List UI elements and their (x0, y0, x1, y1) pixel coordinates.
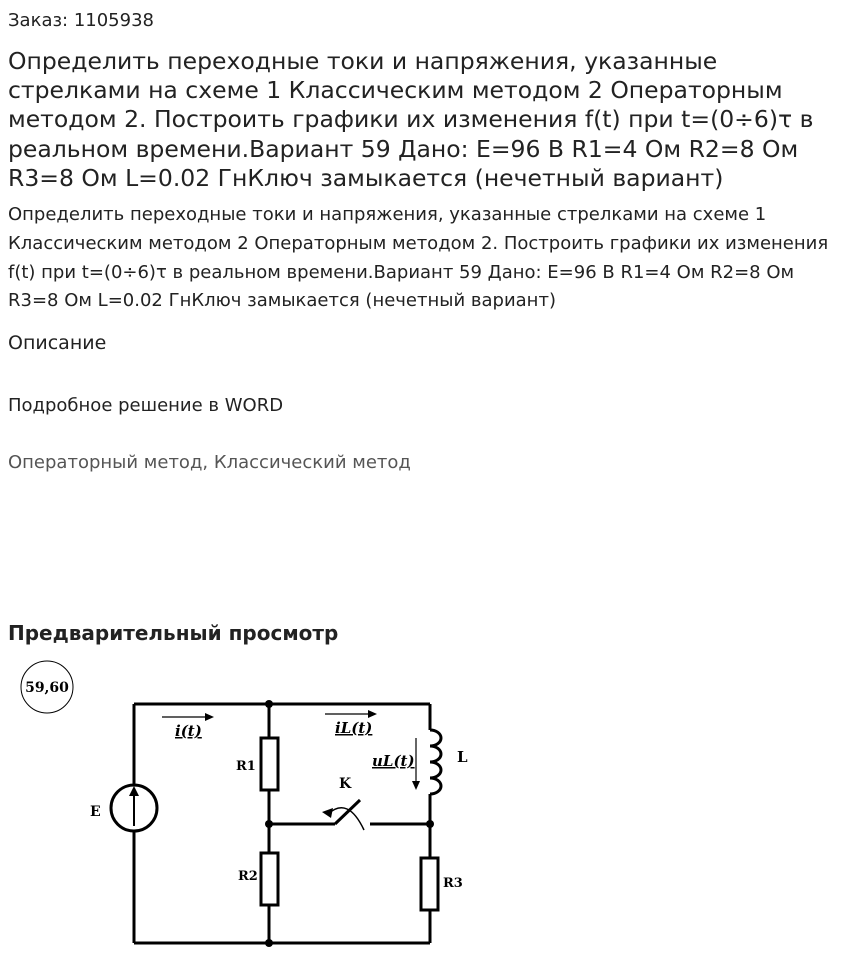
current-il-label: iL(t) (335, 719, 373, 737)
resistor-r1 (261, 738, 278, 790)
circuit-diagram (10, 654, 490, 959)
tag-link-operator-method[interactable]: Операторный метод (8, 452, 203, 473)
circuit-preview-image (10, 654, 490, 959)
resistor-r2 (261, 853, 278, 905)
r2-label: R2 (238, 869, 258, 884)
inductor-label: L (457, 748, 468, 766)
section-heading-description: Описание (8, 332, 107, 354)
page-title: Определить переходные токи и напряжения, указанные стрелками на схеме 1 Классическим методом 2 Операторным методом 2. Построить графики их изменения f(t) при t=(0÷6)τ в реальном времени.Вариант 59 Дано: E=96 В R1=4 Ом R2=8 Ом R3=8 Ом L=0.02 ГнКлюч замыкается (нечетный вариант) (8, 47, 814, 192)
variant-badge: 59,60 (25, 680, 69, 696)
task-description: Определить переходные токи и напряжения, указанные стрелками на схеме 1 Классическим методом 2 Операторным методом 2. Построить графики их изменения f(t) при t=(0÷6)τ в реальном времени.Вариант 59 Дано: E=96 В R1=4 Ом R2=8 Ом R3=8 Ом L=0.02 ГнКлюч замыкается (нечетный вариант) (8, 204, 829, 312)
order-number: Заказ: 1105938 (8, 10, 154, 31)
solution-format-text: Подробное решение в WORD (8, 395, 284, 416)
resistor-r3 (421, 858, 438, 910)
preview-heading: Предварительный просмотр (8, 621, 339, 645)
source-label: E (90, 804, 101, 820)
current-i-label: i(t) (175, 722, 202, 740)
tag-separator: , (202, 452, 214, 473)
r1-label: R1 (236, 759, 256, 774)
voltage-ul-label: uL(t) (372, 752, 415, 770)
r3-label: R3 (443, 876, 463, 891)
tag-link-classic-method[interactable]: Классический метод (213, 452, 411, 473)
switch (335, 800, 360, 824)
inductor (430, 730, 441, 794)
switch-label: K (339, 776, 352, 792)
tag-list (8, 451, 411, 475)
